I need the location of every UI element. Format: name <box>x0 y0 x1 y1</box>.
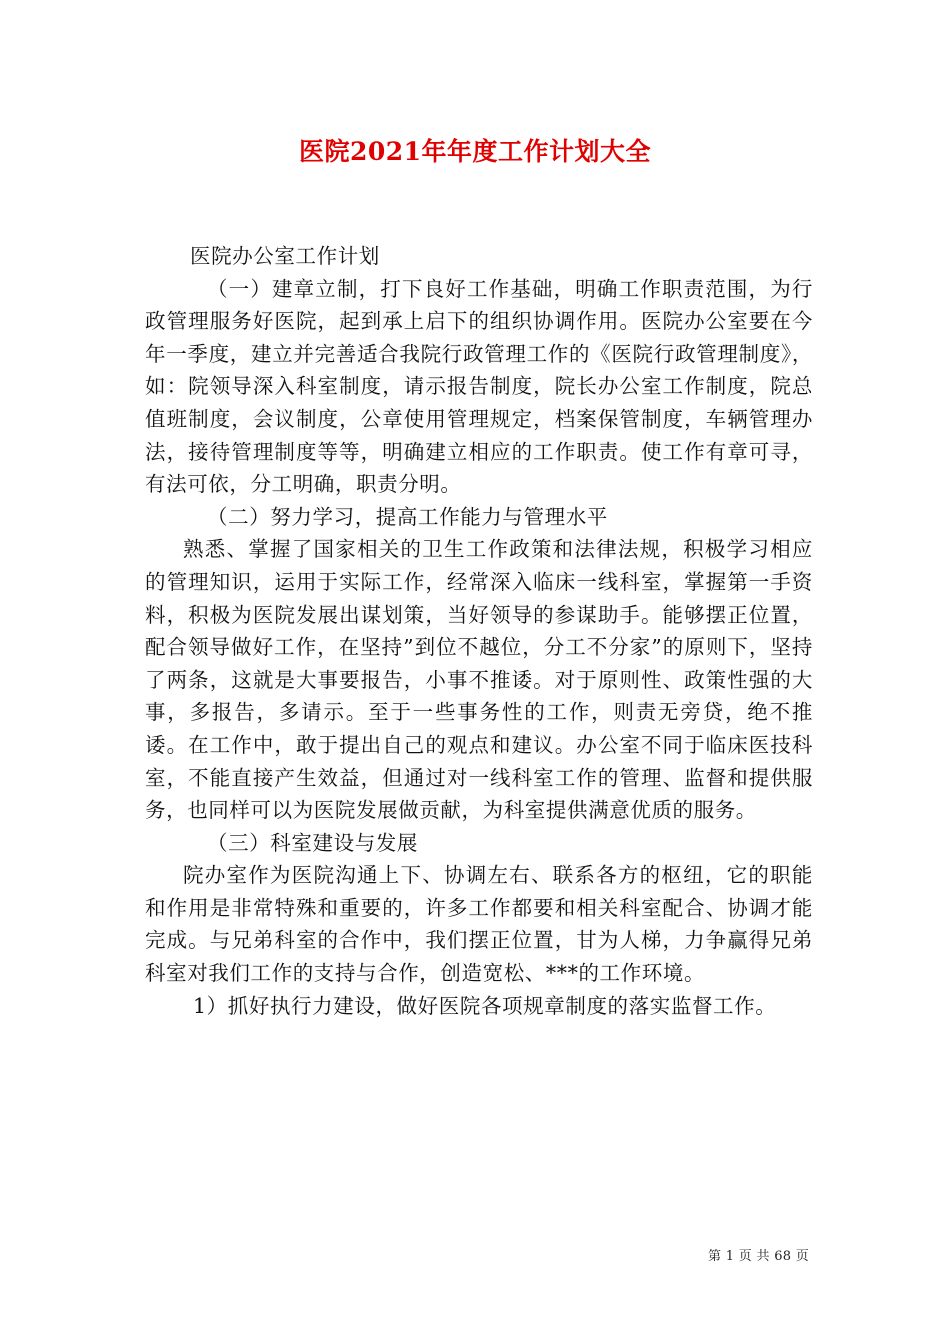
document-title: 医院2021年年度工作计划大全 <box>298 137 652 166</box>
subheading-study-and-improve: （二）努力学习，提高工作能力与管理水平 <box>207 504 608 529</box>
page-number: 第 1 页 共 68 页 <box>708 1249 810 1264</box>
section-heading-office-plan: 医院办公室工作计划 <box>190 244 380 268</box>
paragraph-policy-knowledge: 熟悉、掌握了国家相关的卫生工作政策和法律法规，积极学习相应的管理知识，运用于实际工作，经常深入临床一线科室，掌握第一手资料，积极为医院发展出谋划策，当好领导的参谋助手。能够摆正位置，配合领导做好工作，在坚持”到位不越位，分工不分家”的原则下，坚持了两条，这就是大事要报告，小事不推诿。对于原则性、政策性强的大事，多报告，多请示。至于一些事务性的工作，则责无旁贷，绝不推诿。在工作中，敢于提出自己的观点和建议。办公室不同于临床医技科室，不能直接产生效益，但通过对一线科室工作的管理、监督和提供服务，也同样可以为医院发展做贡献，为科室提供满意优质的服务。 <box>145 537 813 823</box>
paragraph-rules-and-regulations: （一）建章立制，打下良好工作基础，明确工作职责范围，为行政管理服务好医院，起到承上启下的组织协调作用。医院办公室要在今年一季度，建立并完善适合我院行政管理工作的《医院行政管理制度》，如：院领导深入科室制度，请示报告制度，院长办公室工作制度，院总值班制度，会议制度，公章使用管理规定，档案保管制度，车辆管理办法，接待管理制度等等，明确建立相应的工作职责。使工作有章可寻，有法可依，分工明确，职责分明。 <box>145 276 813 497</box>
paragraph-coordination-hub: 院办室作为医院沟通上下、协调左右、联系各方的枢纽，它的职能和作用是非常特殊和重要的，许多工作都要和相关科室配合、协调才能完成。与兄弟科室的合作中，我们摆正位置，甘为人梯，力争赢得兄弟科室对我们工作的支持与合作，创造宽松、***的工作环境。 <box>145 863 813 986</box>
list-item-execution: 1）抓好执行力建设，做好医院各项规章制度的落实监督工作。 <box>193 993 777 1018</box>
subheading-department-development: （三）科室建设与发展 <box>207 830 418 855</box>
document-body <box>145 240 813 1022</box>
